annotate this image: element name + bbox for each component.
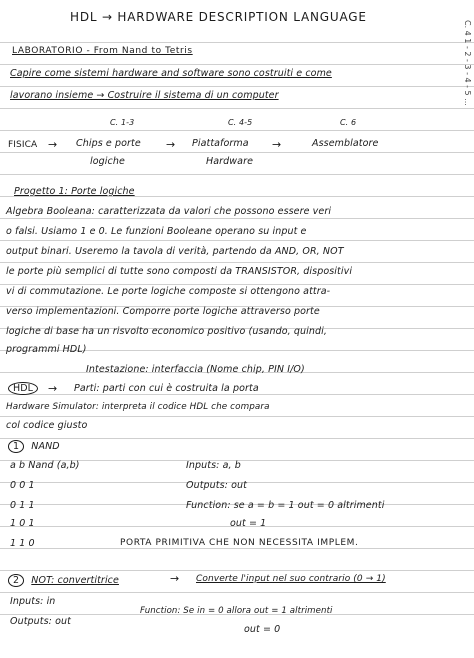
- progetto-line: logiche di base ha un risvolto economico positivo (usando, quindi,: [6, 326, 327, 337]
- chapter-label: C. 6: [340, 118, 357, 127]
- hdl-badge: [8, 382, 38, 395]
- ruled-line: [0, 64, 474, 65]
- lab-line-2: lavorano insieme → Costruire il sistema di un computer: [10, 90, 279, 101]
- nand-number: 1: [8, 440, 24, 453]
- nand-row: 0 0 1: [10, 480, 35, 491]
- ruled-line: [0, 130, 474, 131]
- assemblatore-label: Assemblatore: [312, 138, 379, 149]
- ruled-line: [0, 218, 474, 219]
- arrow-icon: →: [48, 382, 58, 395]
- parti-text: Parti: parti con cui è costruita la porta: [74, 383, 259, 394]
- progetto-line: programmi HDL): [6, 344, 87, 355]
- ruled-line: [0, 416, 474, 417]
- nand-row: 1 0 1: [10, 518, 35, 529]
- progetto-line: output binari. Useremo la tavola di verità, partendo da AND, OR, NOT: [6, 246, 344, 257]
- porta-primitiva: PORTA PRIMITIVA CHE NON NECESSITA IMPLEM.: [120, 538, 359, 548]
- nand-function: Function: se a = b = 1 out = 0 altrimenti: [186, 500, 385, 511]
- not-number: 2: [8, 574, 24, 587]
- hardware-label: Hardware: [206, 156, 254, 167]
- ruled-line: [0, 394, 474, 395]
- lab-line-1: Capire come sistemi hardware and software sono costruiti e come: [10, 68, 332, 79]
- arrow-icon: →: [48, 138, 58, 151]
- not-inputs: Inputs: in: [10, 596, 56, 607]
- ruled-line: [0, 240, 474, 241]
- not-outputs: Outputs: out: [10, 616, 71, 627]
- lab-heading: LABORATORIO - From Nand to Tetris: [12, 46, 193, 56]
- not-title: [8, 574, 119, 587]
- piattaforma-label: Piattaforma: [192, 138, 249, 149]
- chapter-label: C. 4-5: [228, 118, 253, 127]
- nand-name: NAND: [31, 441, 60, 452]
- ruled-line: [0, 86, 474, 87]
- progetto-line: o falsi. Usiamo 1 e 0. Le funzioni Booleane operano su input e: [6, 226, 307, 237]
- ruled-line: [0, 262, 474, 263]
- simulator-text: Hardware Simulator: interpreta il codice HDL che compara: [6, 402, 270, 412]
- ruled-line: [0, 592, 474, 593]
- progetto-line: vi di commutazione. Le porte logiche composte si ottengono attra-: [6, 286, 331, 297]
- intestazione-text: Intestazione: interfaccia (Nome chip, PIN I/O): [86, 364, 305, 375]
- ruled-line: [0, 548, 474, 549]
- progetto-line: le porte più semplici di tutte sono composti da TRANSISTOR, dispositivi: [6, 266, 353, 277]
- not-label: NOT: convertitrice: [31, 575, 119, 586]
- arrow-icon: →: [170, 572, 180, 585]
- nand-table-header: a b Nand (a,b): [10, 460, 80, 471]
- ruled-line: [0, 438, 474, 439]
- arrow-icon: →: [272, 138, 282, 151]
- ruled-line: [0, 174, 474, 175]
- simulator-text-2: col codice giusto: [6, 420, 88, 431]
- ruled-line: [0, 284, 474, 285]
- not-description: Converte l'input nel suo contrario (0 → 1): [196, 574, 386, 584]
- arrow-icon: →: [166, 138, 176, 151]
- not-function-2: out = 0: [244, 624, 281, 635]
- nand-row: 1 1 0: [10, 538, 35, 549]
- chapter-label: C. 1-3: [110, 118, 135, 127]
- progetto-line: verso implementazioni. Comporre porte logiche attraverso porte: [6, 306, 320, 317]
- hdl-label: HDL: [8, 382, 38, 395]
- nand-inputs: Inputs: a, b: [186, 460, 241, 471]
- chips-label: Chips e porte: [76, 138, 141, 149]
- nand-row: 0 1 1: [10, 500, 35, 511]
- nand-title: [8, 440, 60, 453]
- progetto-heading: Progetto 1: Porte logiche: [14, 186, 135, 197]
- ruled-line: [0, 152, 474, 153]
- progetto-line: Algebra Booleana: caratterizzata da valori che possono essere veri: [6, 206, 332, 217]
- ruled-line: [0, 108, 474, 109]
- ruled-line: [0, 42, 474, 43]
- ruled-line: [0, 570, 474, 571]
- not-function: Function: Se in = 0 allora out = 1 altrimenti: [140, 606, 333, 616]
- fisica-label: FISICA: [8, 140, 38, 150]
- logiche-label: logiche: [90, 156, 125, 167]
- nand-outputs: Outputs: out: [186, 480, 247, 491]
- page-title: HDL → HARDWARE DESCRIPTION LANGUAGE: [70, 10, 367, 24]
- nand-function-2: out = 1: [230, 518, 267, 529]
- margin-notes: C. 4 1 - 2 - 3 - 4 - 5 ...: [463, 20, 472, 106]
